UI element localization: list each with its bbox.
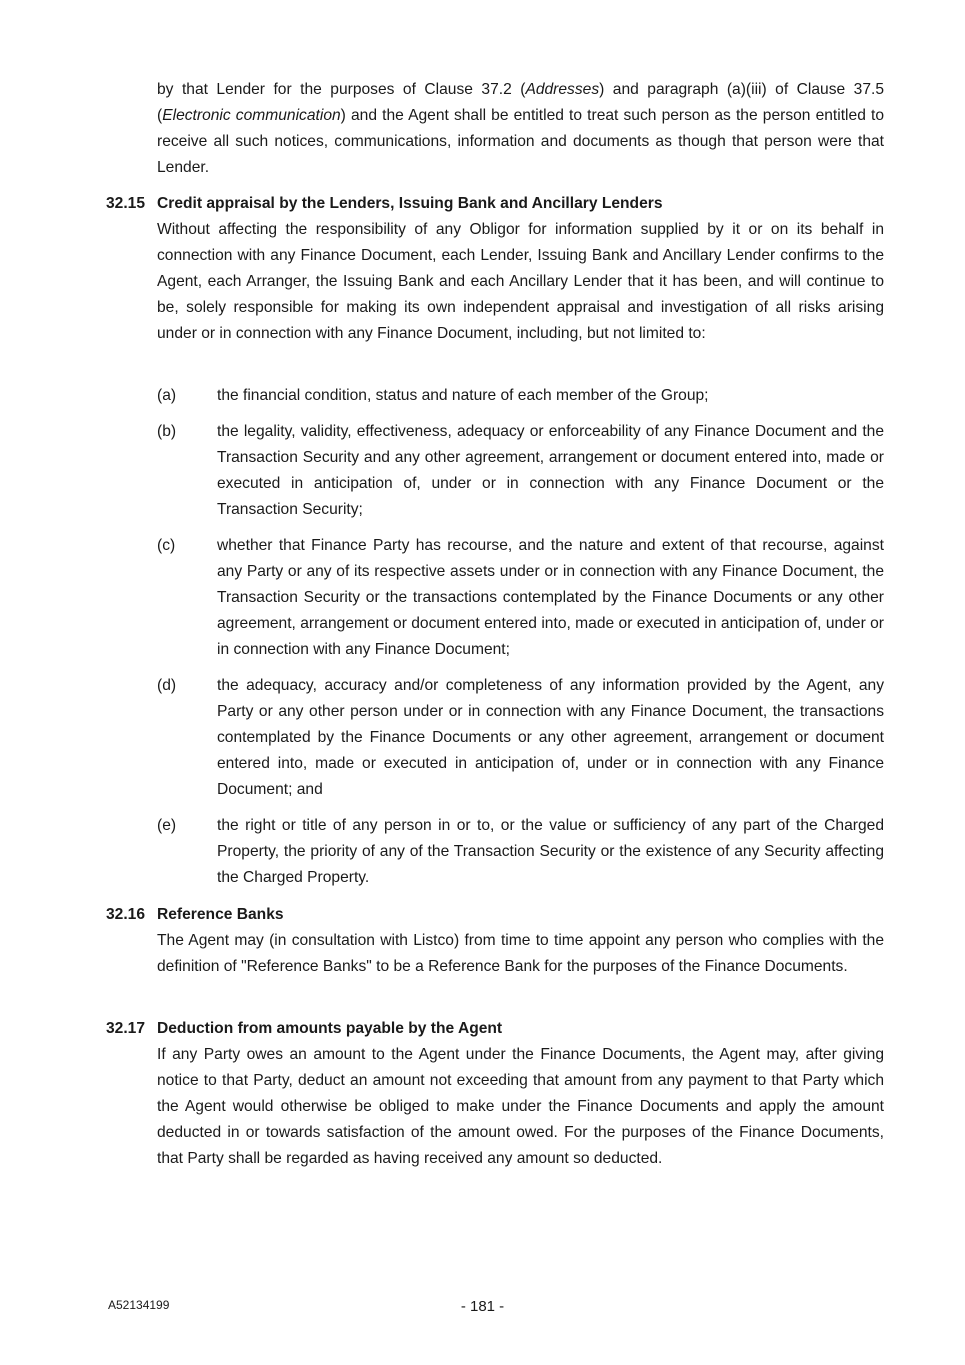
list-item-text: the financial condition, status and nature of each member of the Group;	[217, 387, 709, 404]
list-item-label: (c)	[157, 537, 176, 554]
clause-body: Without affecting the responsibility of any Obligor for information supplied by it or on its behalf in connection with any Finance Document, each Lender, Issuing Bank and Ancillary Lender confirms to the Agent, each Arranger, the Issuing Bank and each Ancillary Lender that it has been, and will continue to be, solely responsible for making its own independent appraisal and investigation of all risks arising under or in connection with any Finance Document, including, but not limited to:	[157, 221, 884, 342]
clause-title: Credit appraisal by the Lenders, Issuing Bank and Ancillary Lenders	[157, 195, 663, 212]
clause-body: If any Party owes an amount to the Agent under the Finance Documents, the Agent may, after giving notice to that Party, deduct an amount not exceeding that amount from any payment to that Party which the Agent would otherwise be obliged to make under the Finance Documents and apply the amount deducted in or towards satisfaction of the amount owed. For the purposes of the Finance Documents, that Party shall be regarded as having received any amount so deducted.	[157, 1046, 884, 1167]
intro-paragraph: by that Lender for the purposes of Clause 37.2 (Addresses) and paragraph (a)(iii) of Clause 37.5 (Electronic communication) and the Agent shall be entitled to treat such person as the person entitled to receive all such notices, communications, information and documents as though that person were that Lender.	[157, 81, 885, 176]
clause-heading	[106, 191, 886, 217]
list-item	[157, 813, 884, 891]
list-item	[157, 533, 884, 663]
clause-number: 32.15	[106, 195, 146, 212]
list-item-label: (a)	[157, 387, 177, 404]
page-number: - 181 -	[460, 1298, 505, 1315]
clause-number: 32.17	[106, 1020, 146, 1037]
clause-title: Reference Banks	[157, 906, 284, 923]
list-item	[157, 419, 884, 523]
clause-title: Deduction from amounts payable by the Agent	[157, 1020, 503, 1037]
clause-number: 32.16	[106, 906, 146, 923]
list-item-text: the right or title of any person in or to, or the value or sufficiency of any part of the Charged Property, the priority of any of the Transaction Security or the existence of any Security affecting the Charged Property.	[217, 817, 884, 886]
list-item	[157, 383, 884, 409]
list-item	[157, 673, 884, 803]
list-item-label: (b)	[157, 423, 177, 440]
list-item-text: whether that Finance Party has recourse, and the nature and extent of that recourse, against any Party or any of its respective assets under or in connection with any Finance Document, the Transaction Security or the transactions contemplated by the Finance Documents or any other agreement, arrangement or document entered into, made or executed in anticipation of, under or in connection with any Finance Document;	[217, 537, 884, 658]
list-item-text: the legality, validity, effectiveness, adequacy or enforceability of any Finance Document and the Transaction Security and any other agreement, arrangement or document entered into, made or executed in anticipation of, under or in connection with any Finance Document or the Transaction Security;	[217, 423, 884, 518]
list-item-text: the adequacy, accuracy and/or completeness of any information provided by the Agent, any Party or any other person under or in connection with any Finance Document, the transactions contemplated by the Finance Documents or any other agreement, arrangement or document entered into, made or executed in anticipation of, under or in connection with any Finance Document; and	[217, 677, 884, 798]
clause-heading	[106, 1016, 886, 1042]
clause-body: The Agent may (in consultation with Listco) from time to time appoint any person who complies with the definition of "Reference Banks" to be a Reference Bank for the purposes of the Finance Documents.	[157, 932, 884, 975]
document-reference: A52134199	[108, 1298, 170, 1312]
list-item-label: (e)	[157, 817, 177, 834]
clause-heading	[106, 902, 886, 928]
list-item-label: (d)	[157, 677, 177, 694]
